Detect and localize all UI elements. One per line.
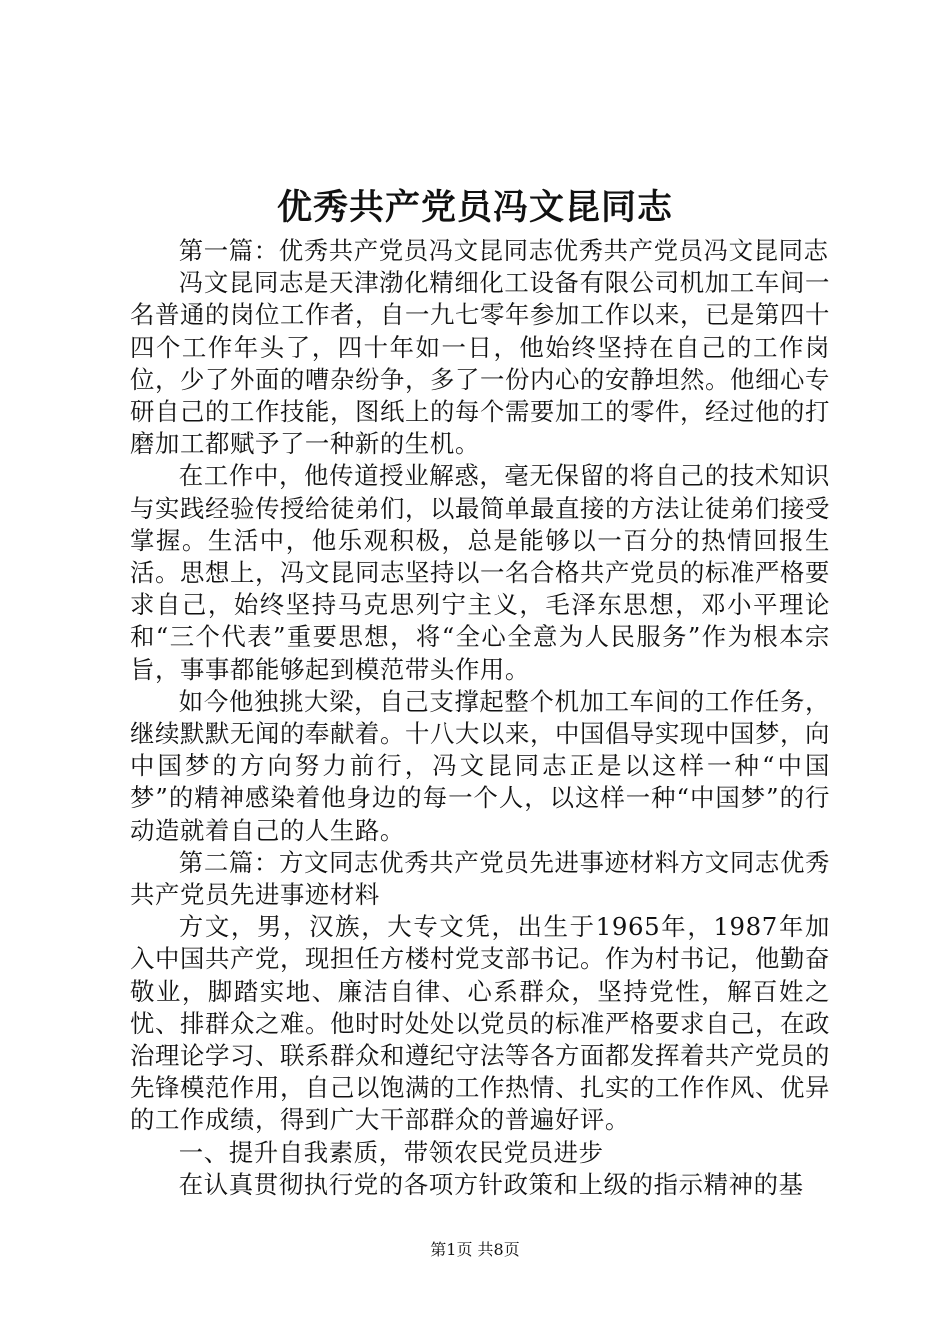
paragraph-4: 如今他独挑大梁，自己支撑起整个机加工车间的工作任务，继续默默无闻的奉献着。十八大以来，中国倡导实现中国梦，向中国梦的方向努力前行，冯文昆同志正是以这样一种“中国梦”的精神感染着他身边的每一个人，以这样一种“中国梦”的行动造就着自己的人生路。 xyxy=(130,686,830,845)
paragraph-2: 冯文昆同志是天津渤化精细化工设备有限公司机加工车间一名普通的岗位工作者，自一九七零年参加工作以来，已是第四十四个工作年头了，四十年如一日，他始终坚持在自己的工作岗位，少了外面的嘈杂纷争，多了一份内心的安静坦然。他细心专研自己的工作技能，图纸上的每个需要加工的零件，经过他的打磨加工都赋予了一种新的生机。 xyxy=(130,268,830,459)
document-body xyxy=(130,235,830,1201)
document-title: 优秀共产党员冯文昆同志 xyxy=(276,187,673,228)
paragraph-5-heading: 第二篇：方文同志优秀共产党员先进事迹材料方文同志优秀共产党员先进事迹材料 xyxy=(130,847,830,910)
paragraph-6: 方文，男，汉族，大专文凭，出生于1965年，1987年加入中国共产党，现担任方楼村党支部书记。作为村书记，他勤奋敬业，脚踏实地、廉洁自律、心系群众，坚持党性，解百姓之忧、排群众之难。他时时处处以党员的标准严格要求自己，在政治理论学习、联系群众和遵纪守法等各方面都发挥着共产党员的先锋模范作用，自己以饱满的工作热情、扎实的工作作风、优异的工作成绩，得到广大干部群众的普遍好评。 xyxy=(130,912,830,1135)
page-footer: 第1页 共8页 xyxy=(430,1240,520,1259)
paragraph-8: 在认真贯彻执行党的各项方针政策和上级的指示精神的基 xyxy=(178,1169,804,1199)
section-heading: 一、提升自我素质，带领农民党员进步 xyxy=(178,1137,604,1167)
paragraph-1-heading: 第一篇：优秀共产党员冯文昆同志优秀共产党员冯文昆同志 xyxy=(178,236,829,265)
paragraph-3: 在工作中，他传道授业解惑，毫无保留的将自己的技术知识与实践经验传授给徒弟们，以最简单最直接的方法让徒弟们接受掌握。生活中，他乐观积极，总是能够以一百分的热情回报生活。思想上，冯文昆同志坚持以一名合格共产党员的标准严格要求自己，始终坚持马克思列宁主义，毛泽东思想，邓小平理论和“三个代表”重要思想，将“全心全意为人民服务”作为根本宗旨，事事都能够起到模范带头作用。 xyxy=(130,461,830,684)
